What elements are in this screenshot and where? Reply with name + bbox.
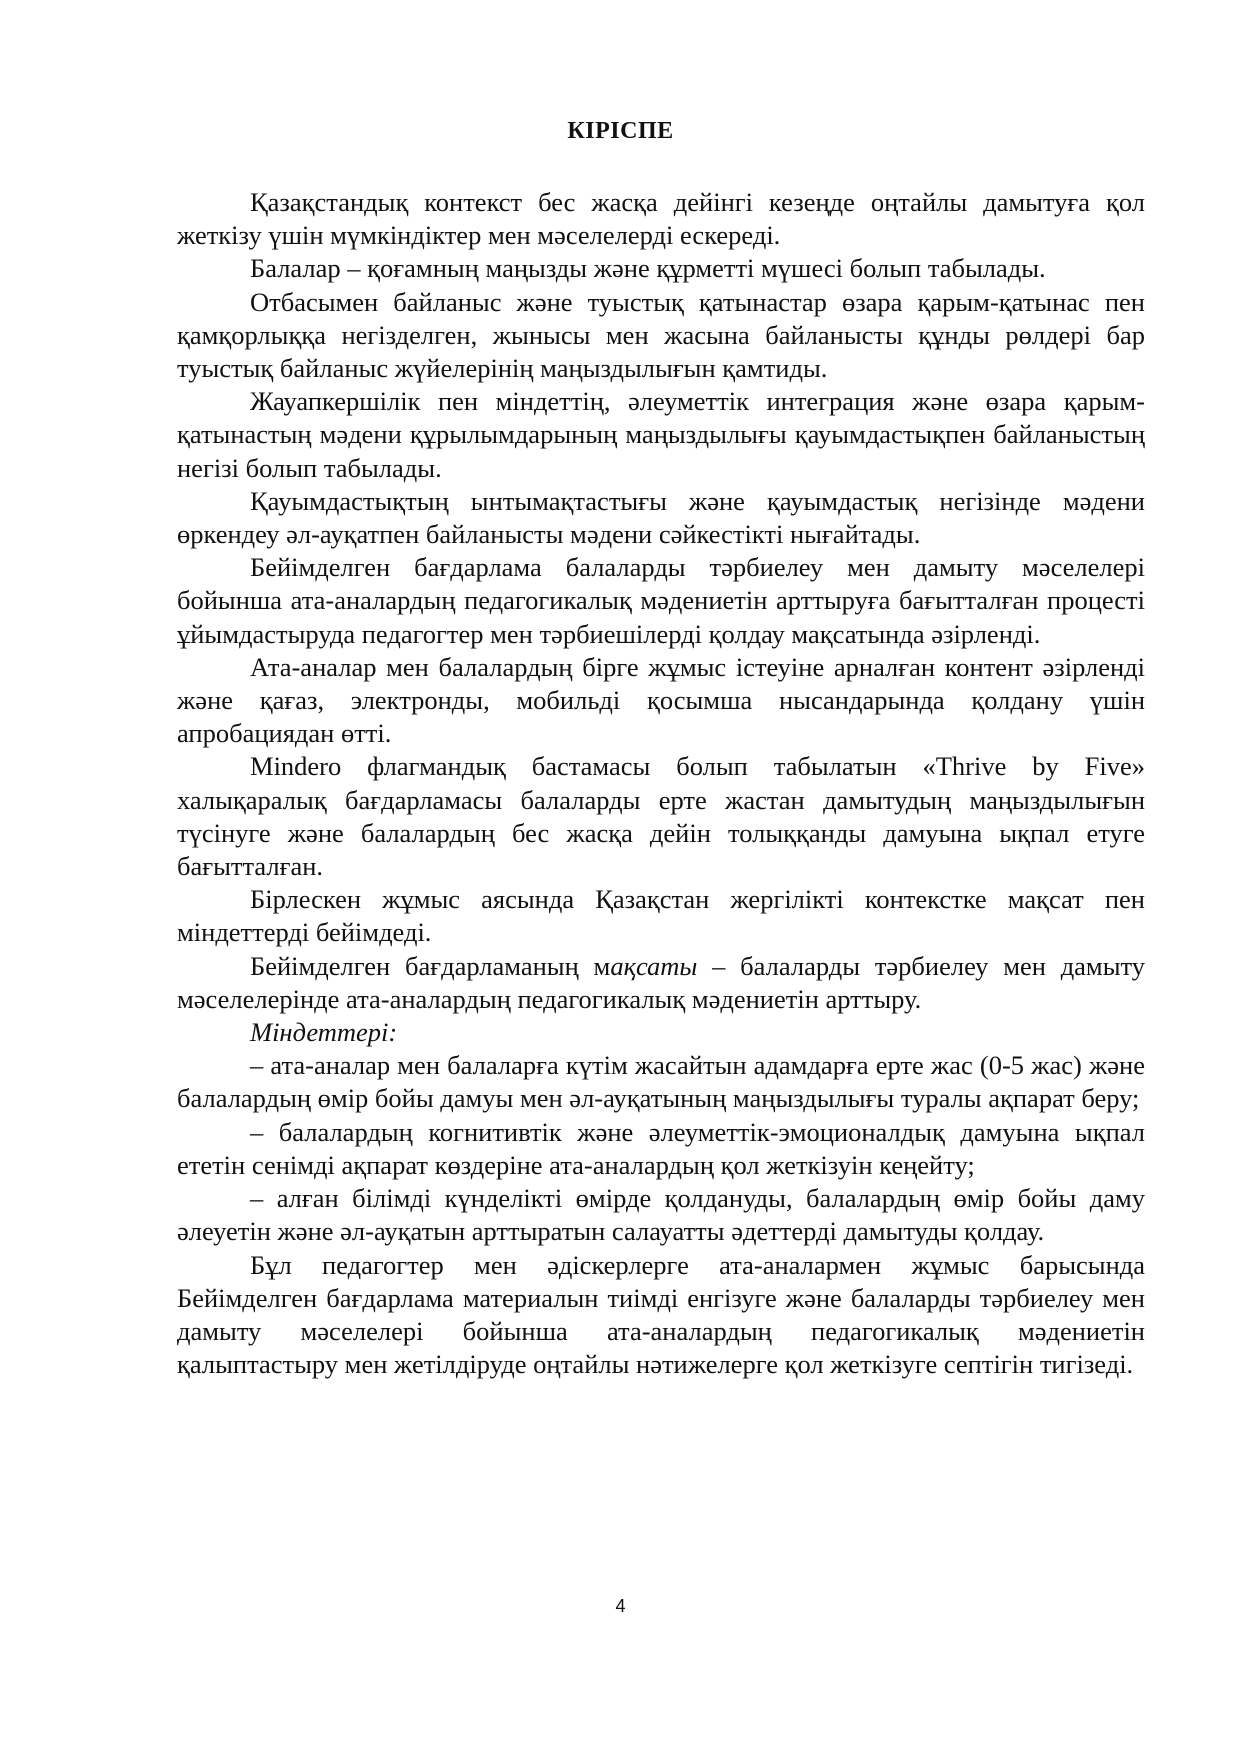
- closing-paragraph: Бұл педагогтер мен әдіскерлерге ата-аналармен жұмыс барысында Бейімделген бағдарлама материалын тиімді енгізуге және балаларды тәрбиелеу мен дамыту мәселелері бойынша ата-аналардың педагогикалық мәдениетін қалыптастыру мен жетілдіруде оңтайлы нәтижелерге қол жеткізуге септігін тигізеді.: [177, 1249, 1145, 1380]
- paragraph: Ата-аналар мен балалардың бірге жұмыс істеуіне арналған контент әзірленді және қағаз, электронды, мобильді қосымша нысандарында қолдану үшін апробациядан өтті.: [177, 651, 1145, 749]
- task-item: – ата-аналар мен балаларға күтім жасайтын адамдарға ерте жас (0-5 жас) және балалардың өмір бойы дамуы мен әл-ауқатының маңыздылығы туралы ақпарат беру;: [177, 1050, 1145, 1114]
- paragraph: Балалар – қоғамның маңызды және құрметті мүшесі болып табылады.: [250, 253, 1046, 284]
- task-item: – балалардың когнитивтік және әлеуметтік-эмоционалдық дамуына ықпал ететін сенімді ақпарат көздеріне ата-аналардың қол жеткізуін кеңейту;: [177, 1116, 1145, 1180]
- paragraph: Mindero флагмандық бастамасы болып табылатын «Thrive by Five» халықаралық бағдарламасы балаларды ерте жастан дамытудың маңыздылығын түсінуге және балалардың бес жасқа дейін толыққанды дамуына ықпал етуге бағытталған.: [177, 751, 1145, 882]
- tasks-label: [177, 1016, 1145, 1049]
- paragraph: Жауапкершілік пен міндеттің, әлеуметтік интеграция және өзара қарым-қатынастың мәдени құрылымдарының маңыздылығы қауымдастықпен байланыстың негізі болып табылады.: [177, 386, 1145, 483]
- paragraph: Қазақстандық контекст бес жасқа дейінгі кезеңде оңтайлы дамытуға қол жеткізу үшін мүмкіндіктер мен мәселелерді ескереді.: [177, 187, 1145, 251]
- section-heading: КІРІСПЕ: [567, 118, 674, 144]
- body-text: [177, 186, 1145, 1381]
- goal-text-end: – балаларды тәрбиелеу мен дамыту мәселелерінде ата-аналардың педагогикалық мәдениетін арттыру.: [177, 950, 1145, 1014]
- page-number: 4: [615, 1596, 626, 1616]
- paragraph: Қауымдастықтың ынтымақтастығы және қауымдастық негізінде мәдени өркендеу әл-ауқатпен байланысты мәдени сәйкестікті нығайтады.: [177, 485, 1145, 550]
- goal-text-start: Бейімделген бағдарламаның м: [250, 950, 611, 981]
- paragraph: Бірлескен жұмыс аясында Қазақстан жергілікті контекстке мақсат пен міндеттерді бейімдеді.: [177, 884, 1145, 948]
- tasks-label-text: Міндеттері:: [250, 1017, 398, 1048]
- goal-paragraph: [177, 950, 1145, 1016]
- paragraph: Отбасымен байланыс және туыстық қатынастар өзара қарым-қатынас пен қамқорлыққа негізделген, жынысы мен жасына байланысты құнды рөлдері бар туыстық байланыс жүйелерінің маңыздылығын қамтиды.: [177, 286, 1145, 384]
- paragraph: Бейімделген бағдарлама балаларды тәрбиелеу мен дамыту мәселелері бойынша ата-аналардың педагогикалық мәдениетін арттыруға бағытталған процесті ұйымдастыруда педагогтер мен тәрбиешілерді қолдау мақсатында әзірленді.: [177, 552, 1145, 649]
- goal-italic-word: ақсаты: [610, 950, 698, 981]
- task-item: – алған білімді күнделікті өмірде қолдануды, балалардың өмір бойы даму әлеуетін және әл-ауқатын арттыратын салауатты әдеттерді дамытуды қолдау.: [177, 1183, 1145, 1247]
